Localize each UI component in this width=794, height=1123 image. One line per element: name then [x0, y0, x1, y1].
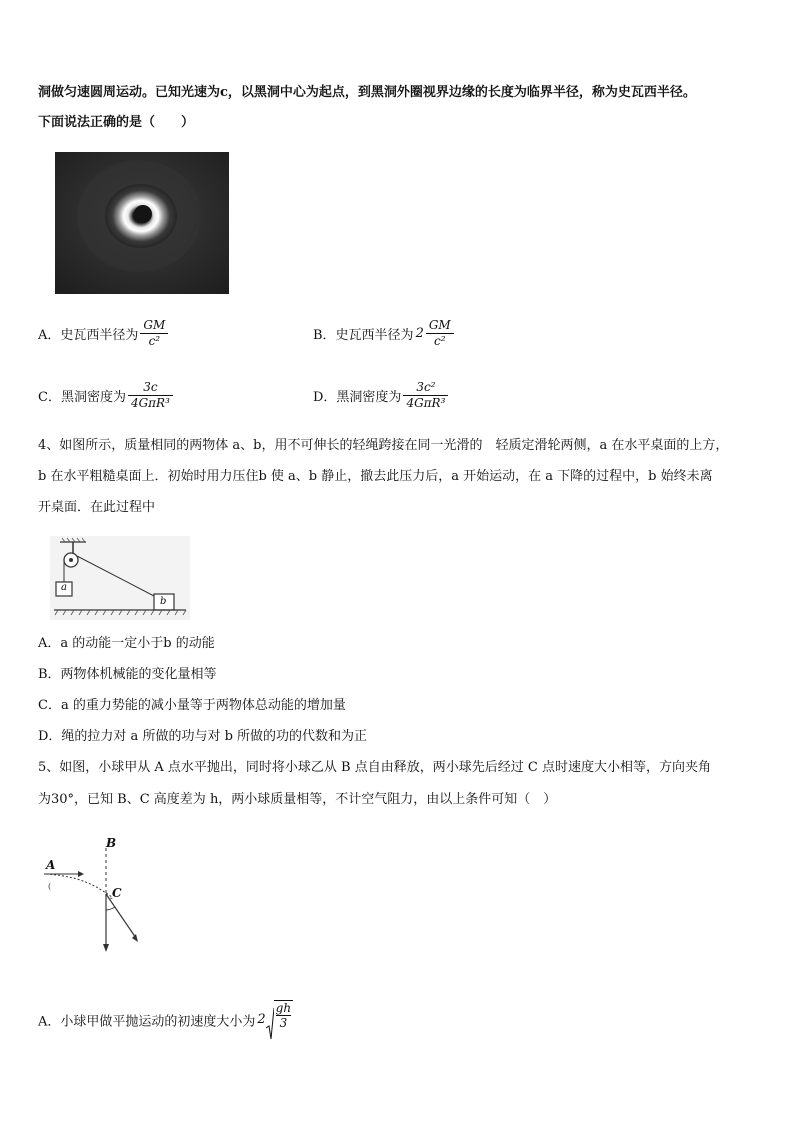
q4-option-b: B．两物体机械能的变化量相等	[38, 667, 217, 682]
q3-option-b-fraction: $\frac{GM}{\text{c²}}$	[426, 318, 454, 349]
q3-option-d	[313, 380, 448, 411]
q4-option-d: D．绳的拉力对 a 所做的功与对 b 所做的功的代数和为正	[38, 729, 368, 744]
q3-option-d-fraction: $\frac{\text{3c²}}{\text{4GπR³}}$	[403, 380, 448, 411]
projectile-diagram	[38, 834, 148, 962]
q5-option-a-sqrt: $\frac{gh}{3}$	[266, 1000, 293, 1040]
q3-line1: 洞做匀速圆周运动。已知光速为c，以黑洞中心为起点，到黑洞外圈视界边缘的长度为临界半径，称为史瓦西半径。	[38, 85, 696, 100]
q5-option-a: A．小球甲做平抛运动的初速度大小为 2 $\frac{gh}{3}$	[38, 1000, 293, 1040]
label-C: C	[112, 886, 122, 900]
q4-option-c: C．a 的重力势能的减小量等于两物体总动能的增加量	[38, 698, 346, 713]
q4-line3: 开桌面．在此过程中	[38, 500, 156, 515]
q5-line2: 为30°，已知 B、C 高度差为 h，两小球质量相等，不计空气阻力，由以上条件可知（ ）	[38, 792, 557, 807]
label-b: b	[160, 596, 167, 607]
q4-line1: 4、如图所示，质量相同的两物体 a、b，用不可伸长的轻绳跨接在同一光滑的 轻质定滑轮两侧，a 在水平桌面的上方，	[38, 438, 729, 453]
label-a: a	[61, 582, 67, 593]
q4-option-a: A．a 的动能一定小于b 的动能	[38, 636, 215, 651]
q3-option-a-fraction: $\frac{GM}{\text{c²}}$	[140, 318, 168, 349]
q3-option-c-label: C．黑洞密度为	[38, 390, 126, 405]
q3-option-b-label: B．史瓦西半径为	[313, 328, 414, 343]
q3-option-a-label: A．史瓦西半径为	[38, 328, 139, 343]
label-A: A	[46, 858, 56, 872]
q5-option-a-label: A．小球甲做平抛运动的初速度大小为	[38, 1014, 256, 1030]
q3-line2: 下面说法正确的是（ ）	[38, 115, 195, 130]
pulley-diagram	[50, 536, 190, 620]
q4-line2: b 在水平粗糙桌面上．初始时用力压住b 使 a、b 静止，撤去此压力后，a 开始运动，在 a 下降的过程中，b 始终未离	[38, 469, 713, 484]
q3-option-c-fraction: $\frac{3c}{\text{4GπR³}}$	[128, 380, 173, 411]
q3-option-d-label: D．黑洞密度为	[313, 390, 402, 405]
q3-option-b: B．史瓦西半径为 2 $\frac{GM}{\text{c²}}$	[313, 318, 454, 349]
black-hole-image	[55, 152, 229, 294]
q3-option-c	[38, 380, 173, 411]
svg-text:(: (	[48, 882, 52, 891]
label-B: B	[106, 836, 117, 850]
q5-line1: 5、如图，小球甲从 A 点水平抛出，同时将小球乙从 B 点自由释放，两小球先后经过 C 点时速度大小相等，方向夹角	[38, 760, 711, 775]
q3-option-a	[38, 318, 168, 349]
